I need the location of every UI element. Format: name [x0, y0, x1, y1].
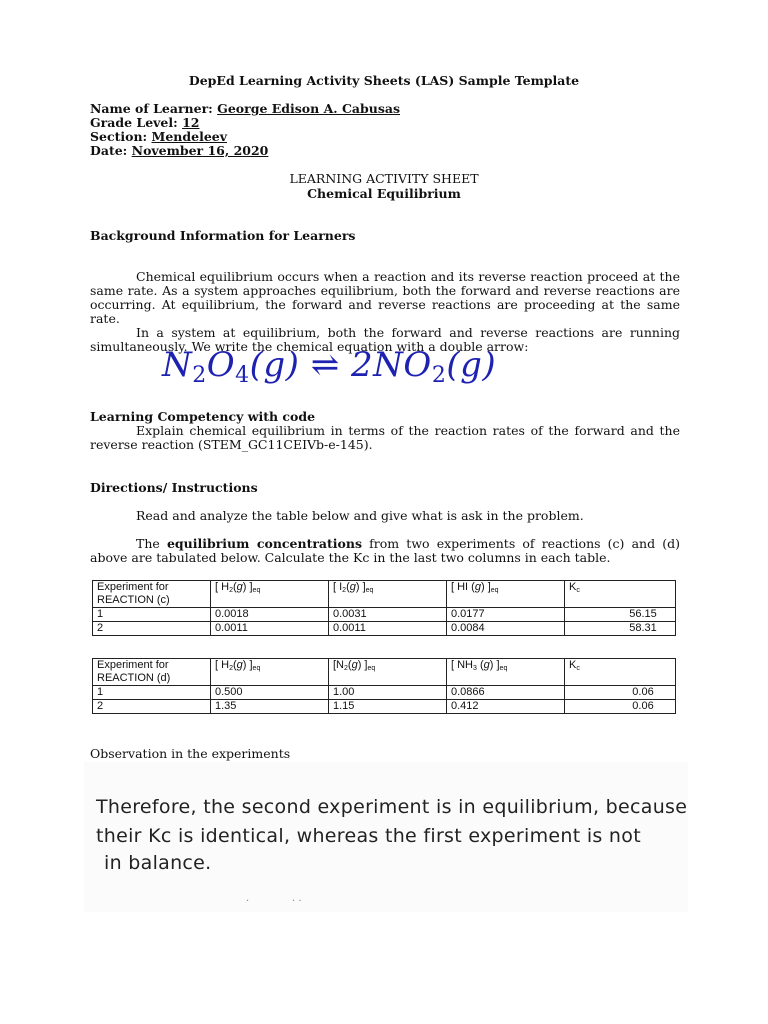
table-row — [93, 622, 676, 636]
table-cell: 56.15 — [565, 608, 676, 622]
section-label: Section: — [90, 129, 148, 144]
table-cell: 0.0084 — [447, 622, 565, 636]
directions-heading: Directions/ Instructions — [90, 480, 258, 495]
table-header-cell: [ $NH_3$ (g) ]$_{eq}$ — [447, 659, 565, 686]
date-label: Date: — [90, 143, 128, 158]
directions-line-1: Read and analyze the table below and give what is ask in the problem. — [136, 508, 584, 523]
equilibrium-arrow-icon: ⇌ — [310, 345, 340, 385]
table-header-row — [93, 581, 676, 608]
document-title: DepEd Learning Activity Sheets (LAS) Sample Template — [188, 73, 580, 88]
table-header-cell: [ $I_2(g)$ ]$_{eq}$ — [329, 581, 447, 608]
eq-reactant-sub1: 2 — [192, 363, 207, 388]
background-paragraph-2: In a system at equilibrium, both the forward and reverse reactions are running simultaneously. We write the chemical equation with a double arrow: — [90, 325, 680, 354]
table-row — [93, 608, 676, 622]
directions-line-2 — [90, 537, 680, 565]
learner-name-label: Name of Learner: — [90, 101, 213, 116]
table-reaction-c — [92, 580, 676, 636]
table-header-cell: $K_c$ — [565, 659, 676, 686]
grade-level-value: 12 — [182, 115, 200, 130]
table-header-cell: [ $H_2(g)$ ]$_{eq}$ — [211, 581, 329, 608]
table-cell: 2 — [93, 622, 211, 636]
table-cell: 1.00 — [329, 686, 447, 700]
table-header-cell: [ $H_2(g)$ ]$_{eq}$ — [211, 659, 329, 686]
eq-product-sub: 2 — [431, 363, 447, 388]
table-cell: 2 — [93, 700, 211, 714]
competency-text: Explain chemical equilibrium in terms of the reaction rates of the forward and the reverse reaction (STEM_GC11CEIVb-e-145). — [90, 423, 680, 452]
eq-reactant-n: N — [162, 345, 193, 385]
table-cell: 0.0011 — [329, 622, 447, 636]
table-reaction-d — [92, 658, 676, 714]
table-header-cell: $K_c$ — [565, 581, 676, 608]
table-cell: 0.500 — [211, 686, 329, 700]
table-cell: 1 — [93, 686, 211, 700]
table-row — [93, 700, 676, 714]
table-cell: 1.15 — [329, 700, 447, 714]
learner-name-row — [90, 101, 400, 116]
observation-line-1: Therefore, the second experiment is in equilibrium, because — [96, 796, 688, 818]
pencil-mark-icon: · · — [292, 896, 302, 907]
eq-reactant-state: (g) — [249, 345, 300, 385]
background-heading: Background Information for Learners — [90, 228, 356, 243]
date-value: November 16, 2020 — [131, 143, 269, 158]
pencil-mark-icon: · — [246, 896, 250, 907]
table-header-cell: [$N_2(g)$ ]$_{eq}$ — [329, 659, 447, 686]
grade-level-label: Grade Level: — [90, 115, 178, 130]
table-header-row — [93, 659, 676, 686]
table-cell: 0.0018 — [211, 608, 329, 622]
eq-product-state: (g) — [446, 345, 497, 385]
eq-reactant-o: O — [206, 345, 236, 385]
sheet-title: LEARNING ACTIVITY SHEET — [289, 171, 479, 186]
table-cell: 0.0031 — [329, 608, 447, 622]
sheet-subtitle: Chemical Equilibrium — [307, 186, 461, 201]
table-header-cell: [ HI (g) ]$_{eq}$ — [447, 581, 565, 608]
learner-name-value: George Edison A. Cabusas — [217, 101, 401, 116]
grade-level-row — [90, 115, 200, 130]
table-cell: 0.0866 — [447, 686, 565, 700]
table-header-cell: Experiment for REACTION (c) — [93, 581, 211, 608]
table-cell: 58.31 — [565, 622, 676, 636]
table-header-cell: Experiment for REACTION (d) — [93, 659, 211, 686]
chemical-equation — [162, 345, 496, 388]
observation-line-2: their Kc is identical, whereas the first experiment is not — [96, 825, 641, 847]
eq-reactant-sub2: 4 — [235, 363, 250, 388]
background-text — [90, 270, 680, 354]
table-cell: 0.06 — [565, 700, 676, 714]
section-value: Mendeleev — [151, 129, 228, 144]
directions-line-2-pre: The — [136, 536, 167, 551]
observation-line-3: in balance. — [104, 852, 212, 874]
table-cell: 1 — [93, 608, 211, 622]
section-row — [90, 129, 227, 144]
competency-heading: Learning Competency with code — [90, 409, 316, 424]
eq-product: 2NO — [351, 345, 432, 385]
directions-line-2-bold: equilibrium concentrations — [166, 536, 363, 551]
date-row — [90, 143, 268, 158]
table-row — [93, 686, 676, 700]
table-cell: 0.412 — [447, 700, 565, 714]
table-cell: 0.0177 — [447, 608, 565, 622]
table-cell: 0.0011 — [211, 622, 329, 636]
table-cell: 0.06 — [565, 686, 676, 700]
directions-line-2-post: from two experiments of reactions (c) and (d) above are tabulated below. Calculate the Kc in the last two columns in each table. — [90, 536, 680, 565]
background-paragraph-1: Chemical equilibrium occurs when a reaction and its reverse reaction proceed at the same rate. As a system approaches equilibrium, both the forward and reverse reactions are occurring. At equilibrium, the forward and reverse reactions are proceeding at the same rate. — [90, 269, 680, 326]
observation-label: Observation in the experiments — [90, 746, 291, 761]
table-cell: 1.35 — [211, 700, 329, 714]
